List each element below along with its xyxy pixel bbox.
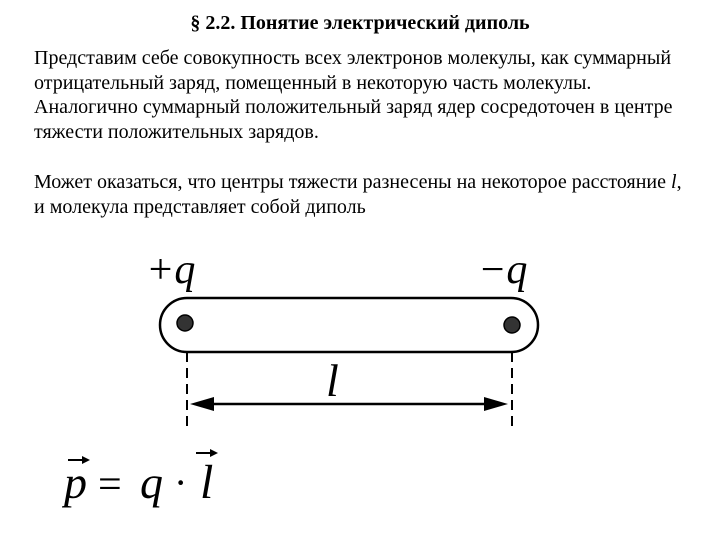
- formula-p: p: [64, 457, 87, 508]
- negative-charge-center: [504, 317, 520, 333]
- minus-q-label: −q: [478, 247, 528, 293]
- plus-q-label: +q: [146, 247, 196, 293]
- paragraph-dipole-var: l: [671, 171, 677, 193]
- formula-l: l: [200, 456, 214, 509]
- dipole-moment-formula: [62, 448, 242, 518]
- formula-q: q: [140, 457, 163, 508]
- distance-arrow-left-head: [190, 397, 214, 411]
- paragraph-intro: Представим себе совокупность всех электронов молекулы, как суммарный отрицательный заряд, помещенный в некоторую часть молекулы. Аналогично суммарный положительный заряд ядер сосредоточен в центре тяжести положительных зарядов.: [34, 47, 673, 143]
- distance-arrow-right-head: [484, 397, 508, 411]
- paragraph-dipole-text: Может оказаться, что центры тяжести разнесены на некоторое расстояние: [34, 171, 672, 193]
- page-title: § 2.2. Понятие электрический диполь: [190, 12, 530, 34]
- positive-charge-center: [177, 315, 193, 331]
- formula-dot: ·: [174, 460, 188, 505]
- distance-label: l: [326, 355, 339, 406]
- paragraph-dipole-end: , и молекула представляет собой диполь: [34, 171, 682, 218]
- molecule-capsule: [160, 298, 538, 352]
- formula-equals: =: [98, 462, 122, 508]
